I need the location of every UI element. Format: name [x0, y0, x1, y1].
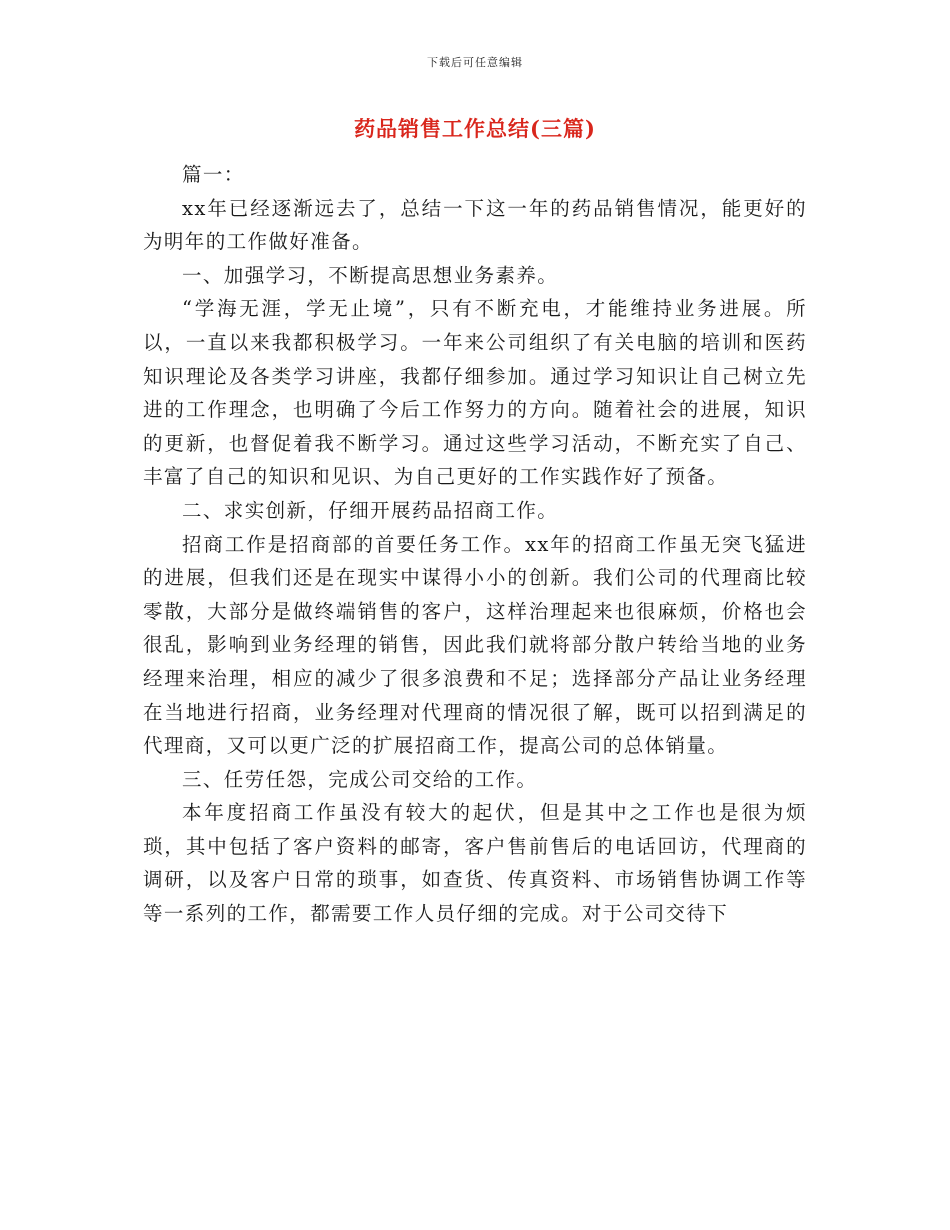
section-heading: 二、求实创新，仔细开展药品招商工作。 — [182, 498, 559, 522]
body-paragraph: 招商工作是招商部的首要任务工作。xx年的招商工作虽无突飞猛进的进展，但我们还是在现实中谋得小小的创新。我们公司的代理商比较零散，大部分是做终端销售的客户，这样治理起来也很麻烦，价格也会很乱，影响到业务经理的销售，因此我们就将部分散户转给当地的业务经理来治理，相应的减少了很多浪费和不足；选择部分产品让业务经理在当地进行招商，业务经理对代理商的情况很了解，既可以招到满足的代理商，又可以更广泛的扩展招商工作，提高公司的总体销量。 — [143, 532, 807, 758]
document-body — [143, 158, 807, 931]
body-paragraph: “学海无涯，学无止境”，只有不断充电，才能维持业务进展。所以，一直以来我都积极学习。一年来公司组织了有关电脑的培训和医药知识理论及各类学习讲座，我都仔细参加。通过学习知识让自己树立先进的工作理念，也明确了今后工作努力的方向。随着社会的进展，知识的更新，也督促着我不断学习。通过这些学习活动，不断充实了自己、丰富了自己的知识和见识、为自己更好的工作实践作好了预备。 — [143, 297, 807, 489]
section-label: 篇一： — [182, 163, 245, 186]
body-paragraph: xx年已经逐渐远去了，总结一下这一年的药品销售情况，能更好的为明年的工作做好准备。 — [143, 196, 807, 254]
section-heading: 三、任劳任怨，完成公司交给的工作。 — [182, 767, 538, 791]
header-note: 下载后可任意编辑 — [427, 56, 523, 69]
section-heading: 一、加强学习，不断提高思想业务素养。 — [182, 263, 559, 287]
body-paragraph: 本年度招商工作虽没有较大的起伏，但是其中之工作也是很为烦琐，其中包括了客户资料的邮寄，客户售前售后的电话回访，代理商的调研，以及客户日常的琐事，如查货、传真资料、市场销售协调工作等等一系列的工作，都需要工作人员仔细的完成。对于公司交待下 — [143, 801, 807, 926]
document-title: 药品销售工作总结(三篇) — [354, 116, 596, 141]
